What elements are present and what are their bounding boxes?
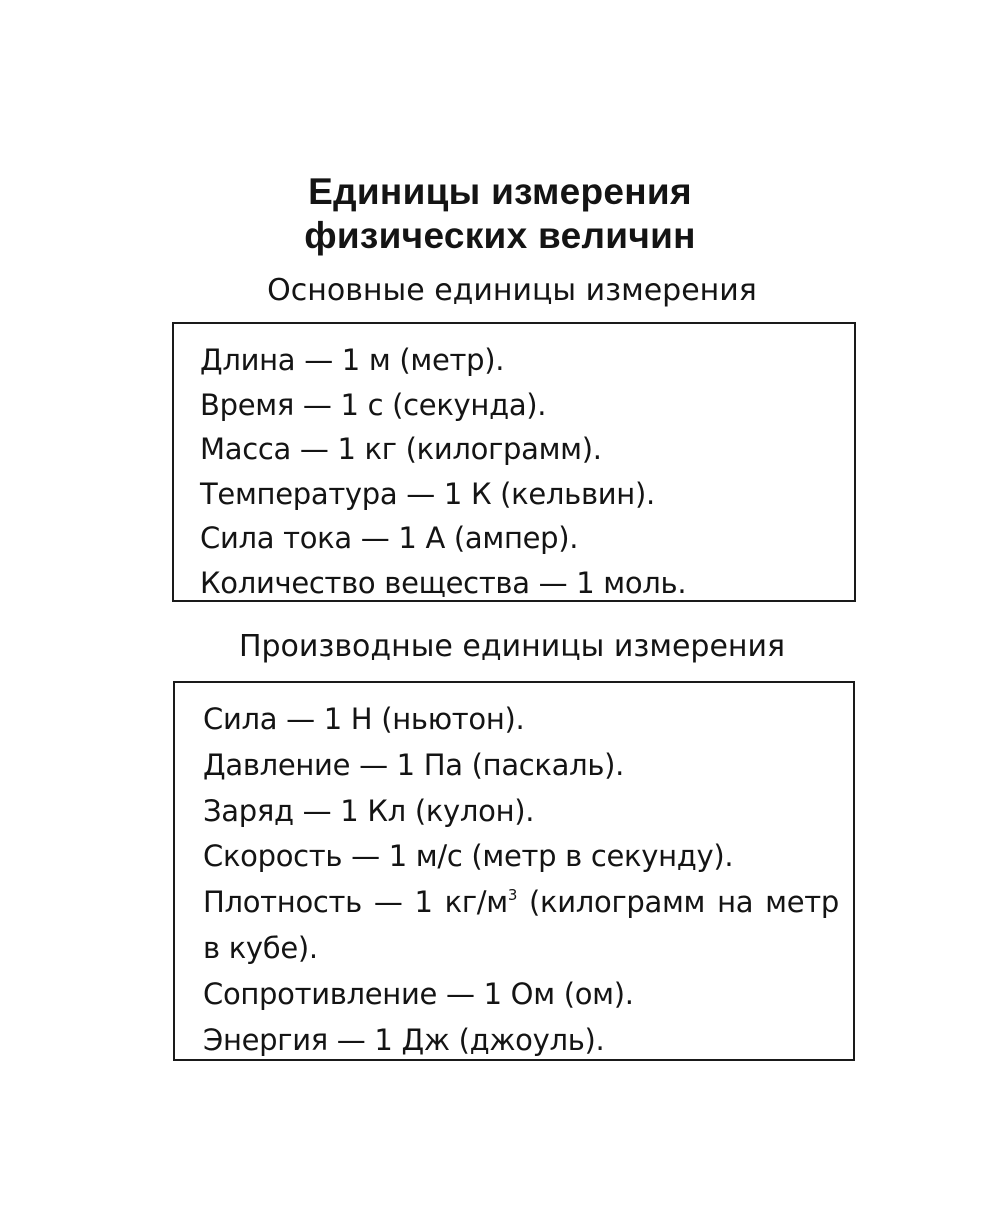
derived-unit-resistance: Сопротивление — 1 Ом (ом). [203, 976, 634, 1011]
basic-unit-length: Длина — 1 м (метр). [200, 343, 505, 377]
derived-units-box [173, 681, 855, 1061]
basic-unit-temperature: Температура — 1 К (кельвин). [200, 476, 655, 511]
basic-units-box [172, 322, 856, 602]
page-title [0, 170, 1000, 258]
derived-unit-density [203, 880, 839, 972]
title-line-1: Единицы измерения [308, 171, 692, 212]
derived-unit-pressure: Давление — 1 Па (паскаль). [203, 747, 625, 782]
derived-unit-charge: Заряд — 1 Кл (кулон). [203, 793, 535, 828]
derived-unit-force: Сила — 1 Н (ньютон). [203, 702, 525, 736]
density-exponent: 3 [507, 886, 518, 905]
density-description: (килограмм на метр в кубе). [203, 885, 839, 965]
basic-unit-amount-of-substance: Количество вещества — 1 моль. [200, 565, 687, 600]
derived-unit-velocity: Скорость — 1 м/с (метр в секунду). [203, 839, 734, 874]
title-line-2: физических величин [304, 215, 696, 256]
basic-unit-time: Время — 1 с (секунда). [200, 387, 547, 422]
derived-unit-energy: Энергия — 1 Дж (джоуль). [203, 1022, 605, 1057]
basic-units-heading: Основные единицы измерения [267, 273, 757, 308]
basic-unit-mass: Масса — 1 кг (килограмм). [200, 432, 602, 467]
density-text: Плотность — 1 кг/м [203, 885, 508, 920]
derived-units-heading: Производные единицы измерения [238, 629, 786, 664]
basic-unit-current: Сила тока — 1 А (ампер). [200, 521, 579, 556]
